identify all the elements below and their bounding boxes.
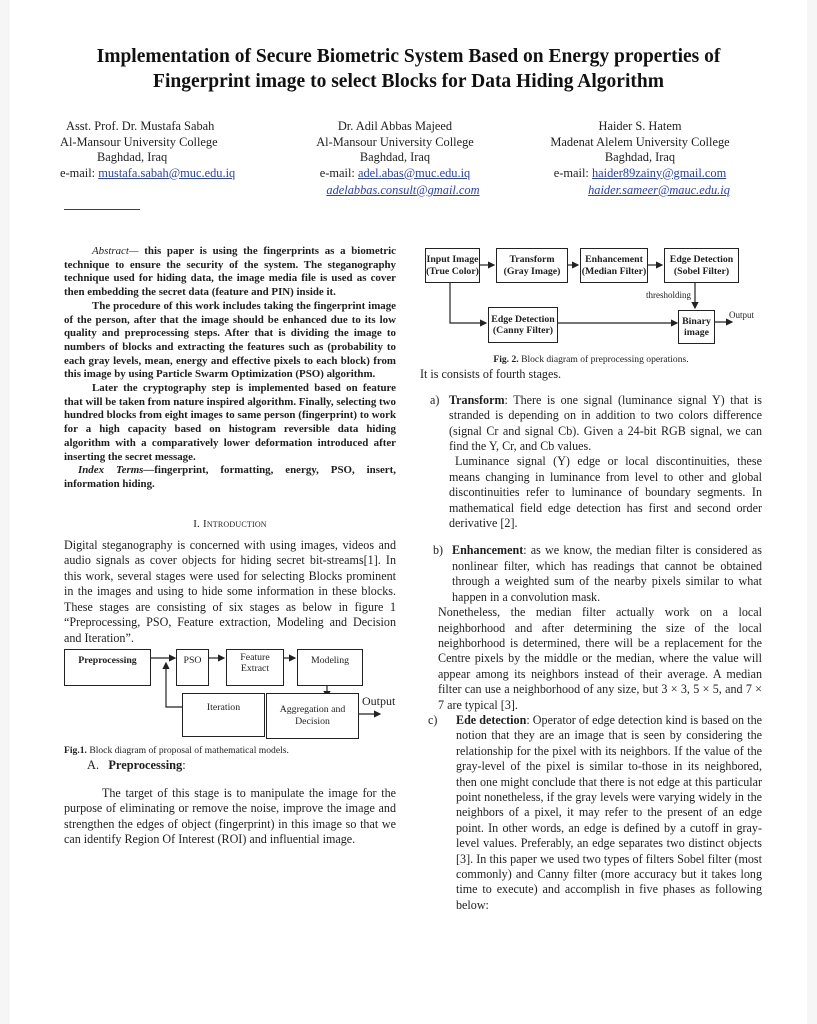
enhancement-paragraph-2: Nonetheless, the median filter actually work on a local neighborhood and after determining the size of the local neighborhood is determined, there will be a replacement for the Centre pixels by the middle or the median, where the value will appear among its neighbors instead of their average. A median filter can use a neighborhood of any size, but 3 × 3, 5 × 5, and 7 × 7 are typical [3]. — [438, 605, 762, 712]
binary-image-box: Binary image — [678, 310, 715, 344]
edge-detection-heading: Ede detection — [456, 712, 527, 727]
figure-2-diagram — [420, 246, 762, 346]
list-item-enhancement: b) Enhancement: as we know, the median filter is considered as nonlinear filter, which has readings that cannot be obtained through a weighted sum of the nearby pixels similar to what happen in a convolution mask. — [433, 543, 762, 604]
email-link-alt[interactable]: adelabbas.consult@gmail.com — [326, 183, 480, 197]
email-label: e-mail: — [60, 165, 96, 180]
sobel-edge-detection-box: Edge Detection (Sobel Filter) — [664, 248, 739, 283]
preprocessing-box: Preprocessing — [64, 649, 151, 686]
author-3 — [525, 119, 755, 199]
right-column — [420, 246, 762, 913]
figure-1-diagram — [64, 649, 396, 741]
author-2 — [300, 119, 490, 199]
enhancement-heading: Enhancement — [452, 543, 524, 558]
author-name: Asst. Prof. Dr. Mustafa Sabah — [66, 119, 215, 133]
figure-2-caption: Fig. 2. Block diagram of preprocessing operations. — [493, 354, 689, 365]
author-location: Baghdad, Iraq — [97, 150, 168, 164]
email-link[interactable]: haider89zainy@gmail.com — [591, 165, 727, 180]
email-label: e-mail: — [319, 165, 355, 180]
paper-title — [30, 44, 787, 94]
author-name: Haider S. Hatem — [598, 119, 682, 133]
abstract — [64, 245, 396, 492]
author-location: Baghdad, Iraq — [359, 150, 431, 164]
abstract-p2: The procedure of this work includes taking the fingerprint image of the person, after that the image should be enhanced due to its low quality and preprocessing steps. After that is dividing the image to numbers of blocks and extracting the features such as (probability to each gray levels, mean, energy and effective pixels to each block) from this image by using Particle Swarm Optimization (PSO) algorithm. — [64, 299, 396, 381]
author-affiliation: Al-Mansour University College — [60, 134, 218, 149]
figure-1-output-label: Output — [362, 693, 396, 708]
author-affiliation: Madenat Alelem University College — [550, 134, 730, 149]
left-column — [64, 245, 396, 847]
transform-heading: Transform — [449, 392, 505, 407]
preprocessing-paragraph: The target of this stage is to manipulate the image for the purpose of eliminating or remove the noise, improve the image and strengthen the edges of object (fingerprint) in this image so that we can identify Region Of Interest (ROI) and influential image. — [64, 785, 396, 846]
email-link-alt[interactable]: haider.sameer@mauc.edu.iq — [588, 183, 730, 197]
title-line-1: Implementation of Secure Biometric System Based on Energy properties of — [96, 46, 721, 67]
abstract-label: Abstract— — [92, 245, 139, 257]
transform-paragraph-2: Luminance signal (Y) edge or local discontinuities, these means changing in luminance from level to other and global discontinuities refer to luminance of boundary segments. In mathematical field edge detection has first and second order derivative [2]. — [449, 454, 762, 531]
iteration-box: Iteration — [182, 693, 265, 737]
input-image-box: Input Image (True Color) — [425, 248, 480, 283]
abstract-p1: this paper is using the fingerprints as a biometric technique to ensure the security of the system. The steganography technique used for hiding data, the image media file is used as cover then embedding the secret data (feature and PIN) inside it. — [64, 245, 396, 299]
author-affiliation: Al-Mansour University College — [316, 134, 474, 149]
stages-intro: It is consists of fourth stages. — [420, 367, 562, 382]
author-location: Baghdad, Iraq — [604, 150, 676, 164]
index-terms-label: Index Terms — [78, 464, 144, 477]
paper-page — [10, 0, 807, 1024]
figure-2-output-label: Output — [729, 310, 755, 320]
figure-1-caption: Fig.1. Block diagram of proposal of mathematical models. — [64, 744, 289, 756]
section-heading-preprocessing: A. Preprocessing: — [87, 758, 186, 773]
author-1 — [60, 119, 236, 181]
canny-edge-detection-box: Edge Detection (Canny Filter) — [488, 307, 558, 343]
title-line-2: Fingerprint image to select Blocks for Data Hiding Algorithm — [153, 71, 664, 92]
intro-paragraph: Digital steganography is concerned with using images, videos and audio signals as cover objects for hiding secret bit-streams[1]. In this work, several stages were used for selecting Blocks prominent in the images and using to hide some information in these blocks. These stages are consisting of six stages as below in figure 1 “Preprocessing, PSO, Feature extraction, Modeling and Decision and Iteration”. — [64, 538, 396, 645]
index-terms: —fingerprint, formatting, energy, PSO, insert, information hiding. — [64, 464, 396, 490]
section-heading-introduction: I. Introduction — [193, 517, 267, 530]
aggregation-decision-box: Aggregation and Decision — [266, 693, 359, 739]
modeling-box: Modeling — [297, 649, 363, 686]
list-item-transform: a) Transform: There is one signal (luminance signal Y) that is stranded is depending on in addition to two colors difference (signal Cr and signal Cb). Given a 24-bit RGB signal, we can find the Y, Cr, and Cb values. Luminance signal (Y) edge or local discontinuities, these means changing in luminance from level to other and global discontinuities refer to luminance of boundary segments. In mathematical field edge detection has first and second order derivative [2]. — [430, 392, 762, 531]
pso-box: PSO — [176, 649, 209, 686]
email-link[interactable]: adel.abas@muc.edu.iq — [357, 165, 471, 180]
footnote-rule — [64, 209, 140, 210]
feature-extract-box: Feature Extract — [226, 649, 284, 686]
transform-box: Transform (Gray Image) — [496, 248, 568, 283]
thresholding-label: thresholding — [646, 290, 691, 300]
list-item-edge-detection: c) Ede detection: Operator of edge detection kind is based on the notion that they are an image that is seen by considering the relationship for the pixel with its neighbors. If the value of the gray-level of the pixel is similar to-those in its neighbored, then one might conclude that there is not edge at this particular point nonetheless, if the gray levels were varying widely in the neighbors of a pixel, it may refer to the present of an edge point. In other words, an edge is defined by a cutoff in gray-level values. Preferably, an edge separates two distinct objects [3]. In this paper we used two types of filters Sobel filter (most commonly) and Canny filter (more accuracy but it takes long time to execute) and accomplish in five phases as following below: — [428, 712, 763, 912]
abstract-p3: Later the cryptography step is implemented based on feature that will be taken from nature inspired algorithm. Finally, selecting two hundred blocks from eight images to same person (fingerprint) to work for a high capacity based on histogram reversible data hiding algorithm with a comparatively lower deformation introduced after inserting the secret message. — [64, 382, 396, 463]
author-name: Dr. Adil Abbas Majeed — [337, 119, 453, 133]
enhancement-box: Enhancement (Median Filter) — [580, 248, 648, 283]
email-label: e-mail: — [553, 165, 589, 180]
email-link[interactable]: mustafa.sabah@muc.edu.iq — [98, 165, 236, 180]
